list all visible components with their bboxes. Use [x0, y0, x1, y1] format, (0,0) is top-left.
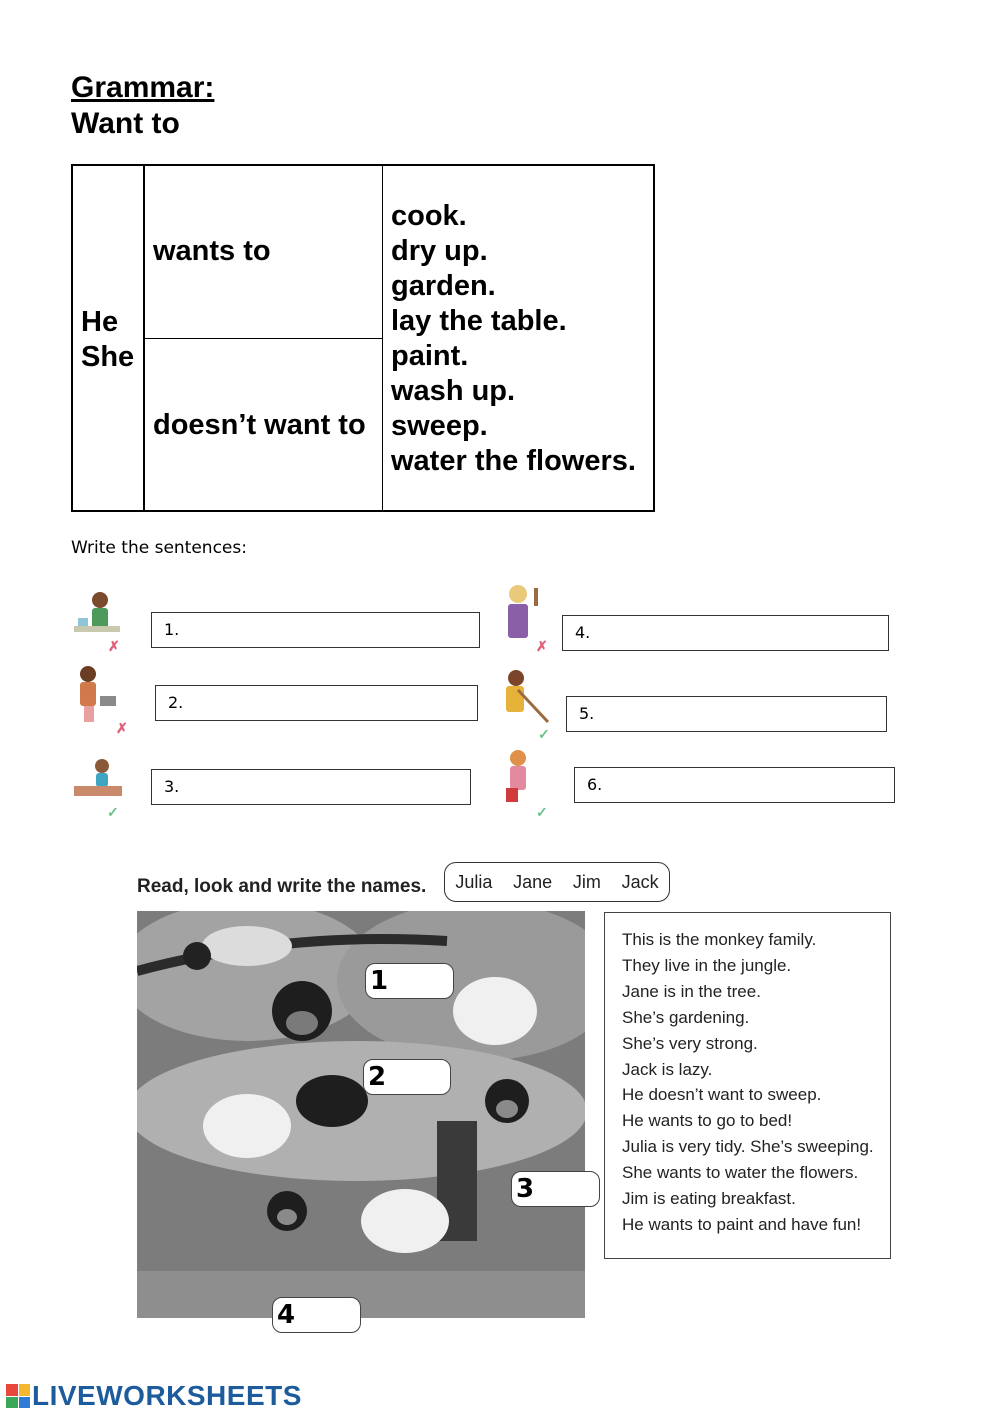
activity-item: sweep. [391, 410, 488, 442]
subject-cell [81, 305, 134, 375]
title-want-to: Want to [71, 107, 180, 140]
story-line: Julia is very tidy. She’s sweeping. [622, 1137, 874, 1157]
row-divider [145, 338, 382, 339]
answer-number: 4. [575, 623, 591, 642]
instruction-text: Write the sentences: [71, 538, 247, 558]
activity-item: garden. [391, 270, 496, 302]
label-number: 4 [277, 1300, 296, 1330]
doesnt-want-to-cell: doesn’t want to [153, 409, 366, 441]
check-mark: ✓ [538, 726, 550, 742]
title-grammar: Grammar: [71, 71, 215, 104]
name-label-field-3[interactable] [511, 1171, 600, 1207]
answer-field-6[interactable] [574, 767, 895, 803]
label-number: 1 [370, 966, 389, 996]
story-line: Jim is eating breakfast. [622, 1189, 796, 1209]
activity-item: dry up. [391, 235, 488, 267]
activity-item: paint. [391, 340, 469, 372]
answer-field-1[interactable] [151, 612, 480, 648]
story-text-box [604, 912, 891, 1259]
story-line: She’s very strong. [622, 1033, 758, 1053]
story-line: She’s gardening. [622, 1007, 750, 1027]
label-number: 2 [368, 1062, 387, 1092]
name-option: Julia [455, 871, 493, 892]
verb-form-column [145, 166, 383, 510]
logo-icon [6, 1384, 30, 1408]
section-title: Read, look and write the names. [137, 876, 427, 897]
story-line: Jane is in the tree. [622, 981, 761, 1001]
story-line: They live in the jungle. [622, 955, 792, 975]
story-line: This is the monkey family. [622, 930, 817, 949]
answer-field-5[interactable] [566, 696, 887, 732]
activities-cell [391, 199, 636, 479]
liveworksheets-logo [6, 1380, 302, 1412]
answer-field-4[interactable] [562, 615, 889, 651]
subject-he: He [81, 306, 119, 338]
check-mark: ✓ [107, 804, 119, 820]
activity-item: lay the table. [391, 305, 567, 337]
worksheet-title [71, 70, 214, 142]
answer-field-3[interactable] [151, 769, 471, 805]
activity-item: cook. [391, 200, 467, 232]
story-line: He doesn’t want to sweep. [622, 1085, 822, 1105]
name-option: Jim [572, 871, 601, 892]
answer-field-2[interactable] [155, 685, 478, 721]
answer-number: 6. [587, 775, 603, 794]
answer-number: 3. [164, 777, 180, 796]
label-number: 3 [516, 1174, 535, 1204]
answer-number: 2. [168, 693, 184, 712]
story-line: Jack is lazy. [622, 1059, 713, 1079]
subject-column [73, 166, 145, 510]
subject-she: She [81, 341, 135, 373]
grammar-table [71, 164, 655, 512]
story-line: He wants to go to bed! [622, 1111, 793, 1131]
names-word-bank [444, 862, 670, 902]
brand-name: LIVEWORKSHEETS [32, 1380, 302, 1411]
name-option: Jane [513, 871, 553, 892]
cross-mark: ✗ [108, 638, 120, 654]
name-label-field-2[interactable] [363, 1059, 451, 1095]
story-line: He wants to paint and have fun! [622, 1214, 862, 1234]
cross-mark: ✗ [536, 638, 548, 654]
name-label-field-1[interactable] [365, 963, 454, 999]
check-mark: ✓ [536, 804, 548, 820]
answer-number: 5. [579, 704, 595, 723]
activity-item: water the flowers. [391, 445, 636, 477]
monkey-family-picture [137, 911, 585, 1318]
name-label-field-4[interactable] [272, 1297, 361, 1333]
wants-to-cell: wants to [153, 235, 271, 267]
name-option: Jack [621, 871, 659, 892]
story-line: She wants to water the flowers. [622, 1163, 859, 1183]
answer-number: 1. [164, 620, 180, 639]
activity-item: wash up. [391, 375, 516, 407]
cross-mark: ✗ [116, 720, 128, 736]
